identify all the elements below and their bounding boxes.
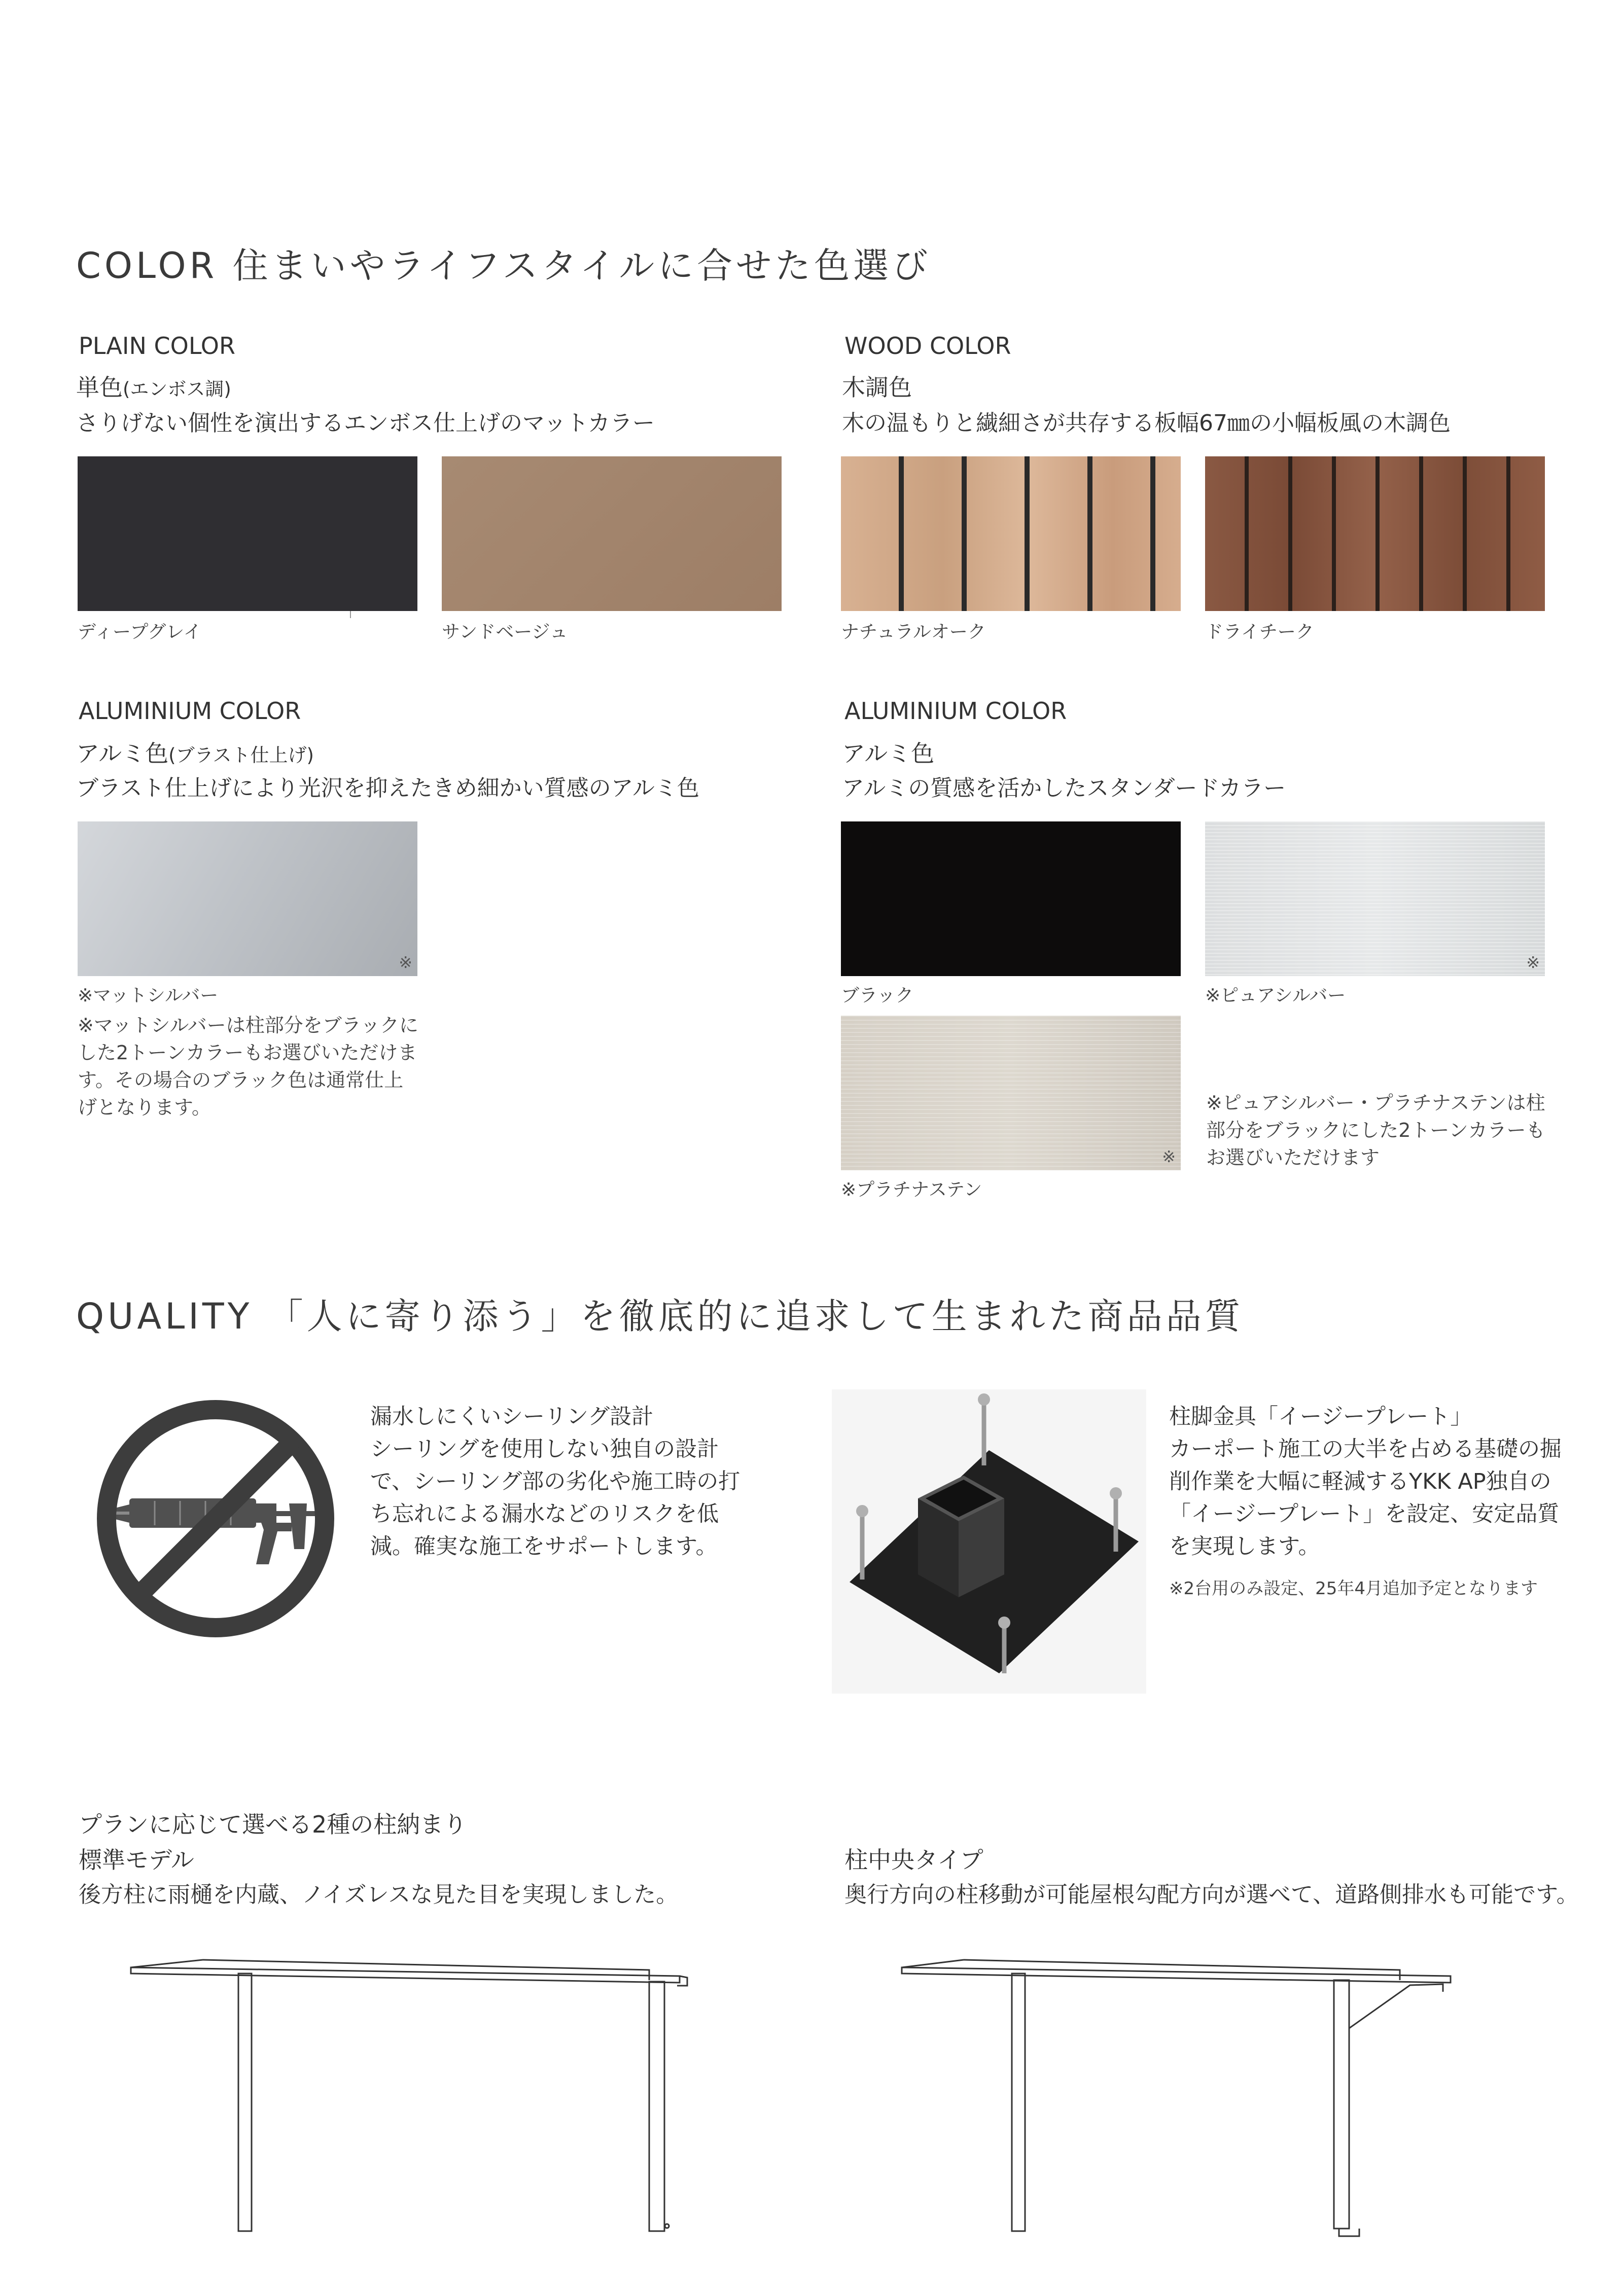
quality-item-1-body: シーリングを使用しない独自の設計で、シーリング部の劣化や施工時の打ち忘れによる漏水などのリスクを低減。確実な施工をサポートします。 xyxy=(370,1437,740,1559)
wood-color-category: WOOD COLOR xyxy=(844,332,1011,360)
alu-standard-heading: アルミ色 xyxy=(842,740,935,767)
swatch-mark: ※ xyxy=(399,953,412,972)
swatch-matte-silver xyxy=(78,821,417,976)
alu-blast-heading xyxy=(76,735,314,769)
swatch-label-matte-silver: ※マットシルバー xyxy=(78,985,219,1006)
quality-section-title: QUALITY 「人に寄り添う」を徹底的に追求して生まれた商品品質 xyxy=(76,1296,1244,1337)
plain-heading-text: 単色 xyxy=(76,374,123,401)
swatch-mark: ※ xyxy=(1162,1147,1176,1166)
alu-blast-note: ※マットシルバーは柱部分をブラックにした2トーンカラーもお選びいただけます。その場合のブラック色は通常仕上げとなります。 xyxy=(78,1014,418,1119)
alu-standard-note: ※ピュアシルバー・プラチナステンは柱部分をブラックにした2トーンカラーもお選びいただけます xyxy=(1206,1092,1545,1169)
swatch-divider xyxy=(350,611,351,618)
swatch-natural-oak xyxy=(841,456,1181,611)
alu-blast-heading-text: アルミ色 xyxy=(76,740,169,767)
plan-type-1-name: 標準モデル xyxy=(79,1846,194,1874)
center-column-diagram xyxy=(893,1937,1466,2241)
alu-standard-description: アルミの質感を活かしたスタンダードカラー xyxy=(842,775,1286,801)
plain-color-heading xyxy=(76,369,231,403)
swatch-label-pure-silver: ※ピュアシルバー xyxy=(1205,985,1346,1006)
plain-color-category: PLAIN COLOR xyxy=(79,332,235,360)
plain-heading-note: (エンボス調) xyxy=(123,378,231,400)
swatch-label-natural-oak: ナチュラルオーク xyxy=(841,622,986,642)
plan-type-2-name: 柱中央タイプ xyxy=(844,1846,983,1874)
swatch-label-platina-stain: ※プラチナステン xyxy=(841,1179,982,1200)
swatch-deep-gray xyxy=(78,456,417,611)
easy-plate-icon xyxy=(832,1389,1146,1694)
plan-type-2-description: 奥行方向の柱移動が可能屋根勾配方向が選べて、道路側排水も可能です。 xyxy=(844,1882,1579,1908)
standard-model-diagram xyxy=(122,1937,695,2241)
no-sealant-gun-icon xyxy=(89,1397,342,1640)
swatch-platina-stain xyxy=(841,1016,1181,1170)
wood-color-heading: 木調色 xyxy=(842,374,912,401)
plan-type-1-description: 後方柱に雨樋を内蔵、ノイズレスな見た目を実現しました。 xyxy=(79,1882,679,1908)
quality-item-2-title: 柱脚金具「イージープレート」 xyxy=(1169,1404,1472,1429)
alu-blast-category: ALUMINIUM COLOR xyxy=(79,697,301,725)
wood-color-description: 木の温もりと繊細さが共存する板幅67㎜の小幅板風の木調色 xyxy=(842,410,1451,436)
swatch-label-black: ブラック xyxy=(841,985,914,1006)
quality-item-2-body: カーポート施工の大半を占める基礎の掘削作業を大幅に軽減するYKK AP独自の「イージープレート」を設定、安定品質を実現します。 xyxy=(1169,1437,1562,1559)
color-section-title: COLOR 住まいやライフスタイルに合せた色選び xyxy=(76,245,932,286)
plan-section-title: プランに応じて選べる2種の柱納まり xyxy=(79,1811,467,1838)
swatch-black xyxy=(841,821,1181,976)
swatch-label-deep-gray: ディープグレイ xyxy=(78,622,202,642)
alu-blast-heading-note: (ブラスト仕上げ) xyxy=(168,744,314,766)
swatch-sand-beige xyxy=(442,456,782,611)
quality-item-2-note: ※2台用のみ設定、25年4月追加予定となります xyxy=(1169,1579,1538,1599)
quality-item-1-title: 漏水しにくいシーリング設計 xyxy=(370,1404,654,1429)
swatch-pure-silver xyxy=(1205,821,1545,976)
swatch-mark: ※ xyxy=(1526,953,1540,972)
alu-blast-description: ブラスト仕上げにより光沢を抑えたきめ細かい質感のアルミ色 xyxy=(76,775,699,801)
plain-color-description: さりげない個性を演出するエンボス仕上げのマットカラー xyxy=(76,410,655,436)
swatch-label-dry-teak: ドライチーク xyxy=(1205,622,1314,642)
alu-standard-category: ALUMINIUM COLOR xyxy=(844,697,1067,725)
swatch-dry-teak xyxy=(1205,456,1545,611)
swatch-label-sand-beige: サンドベージュ xyxy=(442,622,568,642)
